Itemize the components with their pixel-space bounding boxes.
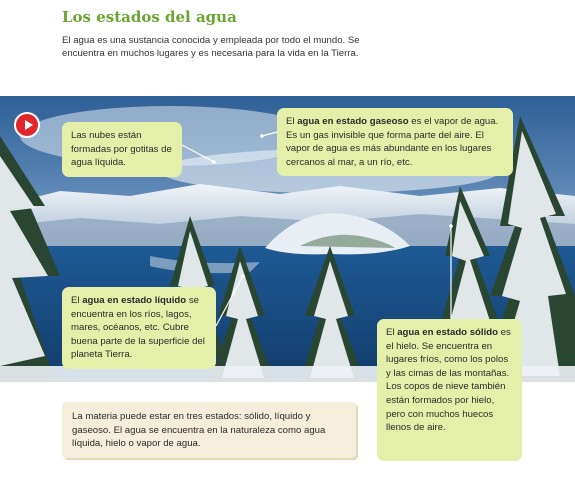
note-liquid-text: se encuentra en los ríos, lagos, mares, océanos, etc. Cubre buena parte de la superficie del planeta Tierra. xyxy=(71,295,205,361)
note-gas-text: es el vapor de agua. Es un gas invisible que forma parte del aire. El vapor de agua es más abundante en los lugares cercanos al mar, a un río, etc. xyxy=(286,116,499,168)
note-gas-term: agua en estado gaseoso xyxy=(297,116,409,127)
note-solid-text: es el hielo. Se encuentra en lugares fríos, como los polos y las cimas de las montañas. Los copos de nieve también están formados por hielo, pero con muchos huecos llenos de aire. xyxy=(386,327,511,434)
note-solid-term: agua en estado sólido xyxy=(397,327,498,338)
note-liquid-state xyxy=(62,287,216,369)
intro-paragraph: El agua es una sustancia conocida y empleada por todo el mundo. Se encuentra en muchos lugares y es necesaria para la vida en la Tierra. xyxy=(62,35,360,59)
note-liquid-pre: El xyxy=(71,295,83,306)
note-solid-pre: El xyxy=(386,327,398,338)
summary-box: La materia puede estar en tres estados: sólido, líquido y gaseoso. El agua se encuentra en la naturaleza como agua líquida, hielo o vapor de agua. xyxy=(62,402,356,458)
page-title: Los estados del agua xyxy=(62,8,237,26)
play-icon[interactable] xyxy=(14,112,40,138)
note-liquid-term: agua en estado líquido xyxy=(82,295,187,306)
note-gas-pre: El xyxy=(286,116,298,127)
note-gas-state xyxy=(277,108,513,176)
note-solid-state xyxy=(377,319,522,461)
note-clouds: Las nubes están formadas por gotitas de agua líquida. xyxy=(62,122,182,177)
